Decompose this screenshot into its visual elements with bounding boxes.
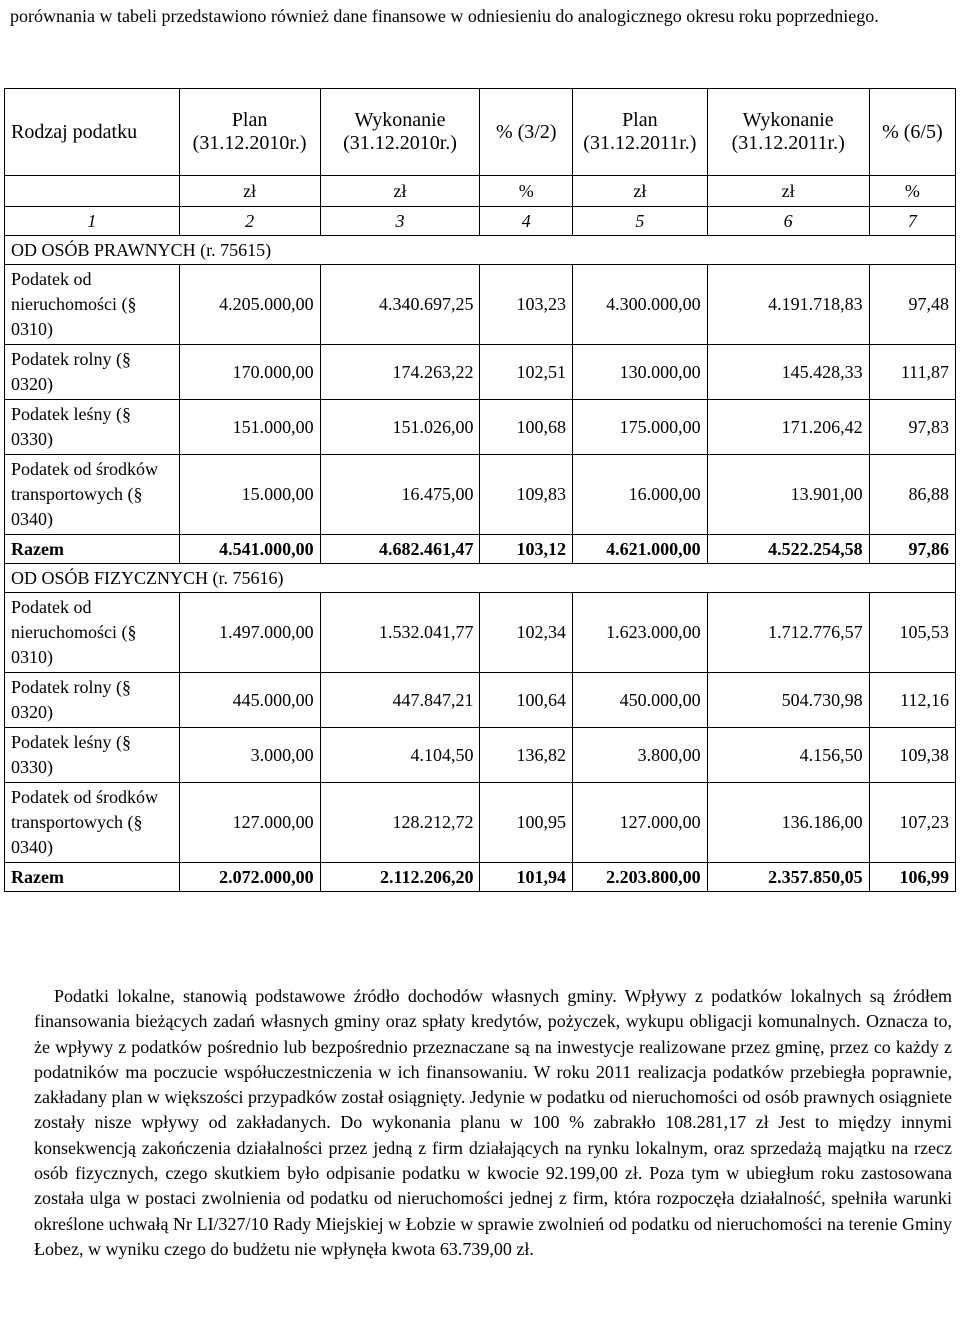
tax-name: Podatek od środków transportowych (§ 0340) [5,455,180,535]
value-cell: 109,38 [869,728,955,783]
value-cell: 445.000,00 [179,673,320,728]
unit-cell: zł [573,176,708,207]
value-cell: 130.000,00 [573,345,708,400]
tax-name: Podatek leśny (§ 0330) [5,728,180,783]
value-cell: 102,51 [480,345,573,400]
total-value: 101,94 [480,863,573,892]
table-row [5,673,956,728]
tax-name: Podatek rolny (§ 0320) [5,345,180,400]
value-cell: 4.205.000,00 [179,265,320,345]
total-value: 4.541.000,00 [179,535,320,564]
table-row [5,728,956,783]
header-tax-type: Rodzaj podatku [5,89,180,176]
column-number: 6 [707,207,869,236]
value-cell: 100,95 [480,783,573,863]
header-plan-2010: Plan (31.12.2010r.) [179,89,320,176]
table-row [5,593,956,673]
total-value: 2.112.206,20 [320,863,480,892]
total-label: Razem [5,863,180,892]
section-title: OD OSÓB FIZYCZNYCH (r. 75616) [5,564,956,593]
value-cell: 3.000,00 [179,728,320,783]
units-row [5,176,956,207]
value-cell: 105,53 [869,593,955,673]
value-cell: 447.847,21 [320,673,480,728]
value-cell: 86,88 [869,455,955,535]
value-cell: 97,83 [869,400,955,455]
value-cell: 170.000,00 [179,345,320,400]
value-cell: 107,23 [869,783,955,863]
header-plan-2011: Plan (31.12.2011r.) [573,89,708,176]
total-row [5,535,956,564]
column-number: 2 [179,207,320,236]
value-cell: 136.186,00 [707,783,869,863]
tax-name: Podatek rolny (§ 0320) [5,673,180,728]
value-cell: 4.156,50 [707,728,869,783]
value-cell: 127.000,00 [573,783,708,863]
unit-cell [5,176,180,207]
value-cell: 4.340.697,25 [320,265,480,345]
header-pct-2010: % (3/2) [480,89,573,176]
value-cell: 504.730,98 [707,673,869,728]
table-row [5,400,956,455]
value-cell: 174.263,22 [320,345,480,400]
value-cell: 136,82 [480,728,573,783]
tax-name: Podatek leśny (§ 0330) [5,400,180,455]
tax-name: Podatek od nieruchomości (§ 0310) [5,265,180,345]
section-header-natural [5,564,956,593]
value-cell: 109,83 [480,455,573,535]
tax-name: Podatek od środków transportowych (§ 0340) [5,783,180,863]
column-number-row [5,207,956,236]
total-value: 2.357.850,05 [707,863,869,892]
column-number: 3 [320,207,480,236]
value-cell: 100,64 [480,673,573,728]
value-cell: 171.206,42 [707,400,869,455]
total-row [5,863,956,892]
tax-name: Podatek od nieruchomości (§ 0310) [5,593,180,673]
total-value: 2.203.800,00 [573,863,708,892]
value-cell: 128.212,72 [320,783,480,863]
value-cell: 16.000,00 [573,455,708,535]
value-cell: 3.800,00 [573,728,708,783]
value-cell: 102,34 [480,593,573,673]
table-row [5,345,956,400]
header-pct-2011: % (6/5) [869,89,955,176]
value-cell: 1.712.776,57 [707,593,869,673]
value-cell: 1.497.000,00 [179,593,320,673]
total-value: 2.072.000,00 [179,863,320,892]
total-label: Razem [5,535,180,564]
intro-text: porównania w tabeli przedstawiono również dane finansowe w odniesieniu do analogicznego okresu roku poprzedniego. [10,6,879,26]
total-value: 97,86 [869,535,955,564]
value-cell: 127.000,00 [179,783,320,863]
value-cell: 175.000,00 [573,400,708,455]
section-header-legal [5,236,956,265]
total-value: 106,99 [869,863,955,892]
value-cell: 1.623.000,00 [573,593,708,673]
unit-cell: zł [707,176,869,207]
value-cell: 151.000,00 [179,400,320,455]
tax-table [4,88,956,892]
value-cell: 100,68 [480,400,573,455]
value-cell: 16.475,00 [320,455,480,535]
unit-cell: % [480,176,573,207]
section-title: OD OSÓB PRAWNYCH (r. 75615) [5,236,956,265]
value-cell: 450.000,00 [573,673,708,728]
unit-cell: zł [320,176,480,207]
column-number: 5 [573,207,708,236]
total-value: 4.682.461,47 [320,535,480,564]
table-row [5,455,956,535]
unit-cell: zł [179,176,320,207]
table-header-row [5,89,956,176]
value-cell: 151.026,00 [320,400,480,455]
value-cell: 112,16 [869,673,955,728]
table-row [5,265,956,345]
body-paragraph: Podatki lokalne, stanowią podstawowe źródło dochodów własnych gminy. Wpływy z podatków lokalnych są źródłem finansowania bieżących zadań własnych gminy oraz spłaty kredytów, pożyczek, wykupu obligacji komunalnych. Oznacza to, że wpływy z podatków pośrednio lub bezpośrednio przeznaczane są na inwestycje realizowane przez gminę, przez co każdy z podatników ma poczucie współuczestniczenia w ich finansowaniu. W roku 2011 realizacja podatków przebiegła poprawnie, zakładany plan w większości przypadków został osiągnięty. Jedynie w podatku od nieruchomości od osób prawnych osiągniete zostały nisze wpływy od zakładanych. Do wykonania planu w 100 % zabrakło 108.281,17 zł Jest to między innymi konsekwencją zakończenia działalności przez jedną z firm działających na rynku lokalnym, oraz sprzedażą majątku na rzecz osób fizycznych, czego skutkiem było odpisanie podatku w kwocie 92.199,00 zł. Poza tym w ubiegłum roku zastosowana została ulga w postaci zwolnienia od podatku od nieruchomości jednej z firm, która rozpoczęła działalność, spełniła warunki określone uchwałą Nr LI/327/10 Rady Miejskiej w Łobzie w sprawie zwolnień od podatku od nieruchomości na terenie Gminy Łobez, w wyniku czego do budżetu nie wpłynęła kwota 63.739,00 zł. [34,986,952,1259]
header-exec-2011: Wykonanie (31.12.2011r.) [707,89,869,176]
column-number: 7 [869,207,955,236]
value-cell: 4.104,50 [320,728,480,783]
value-cell: 4.300.000,00 [573,265,708,345]
value-cell: 145.428,33 [707,345,869,400]
column-number: 4 [480,207,573,236]
table-row [5,783,956,863]
value-cell: 97,48 [869,265,955,345]
column-number: 1 [5,207,180,236]
value-cell: 1.532.041,77 [320,593,480,673]
value-cell: 103,23 [480,265,573,345]
value-cell: 13.901,00 [707,455,869,535]
value-cell: 15.000,00 [179,455,320,535]
total-value: 103,12 [480,535,573,564]
unit-cell: % [869,176,955,207]
total-value: 4.621.000,00 [573,535,708,564]
value-cell: 111,87 [869,345,955,400]
header-exec-2010: Wykonanie (31.12.2010r.) [320,89,480,176]
value-cell: 4.191.718,83 [707,265,869,345]
total-value: 4.522.254,58 [707,535,869,564]
